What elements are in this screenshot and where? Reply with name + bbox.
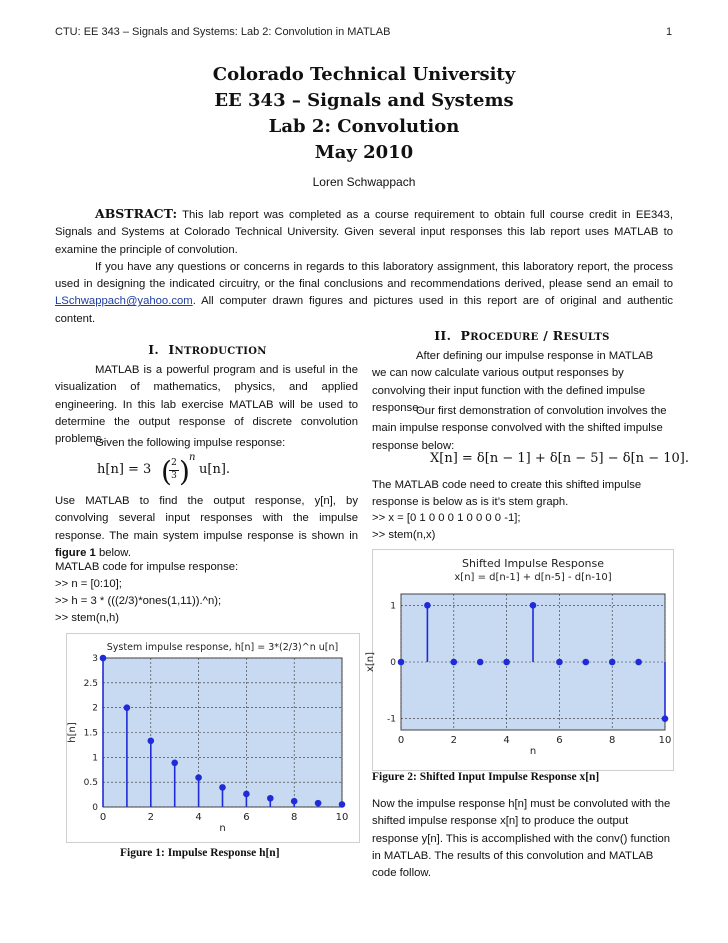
- stem-marker: [148, 737, 155, 744]
- title-date: May 2010: [314, 142, 414, 163]
- title-course: EE 343 – Signals and Systems: [214, 90, 514, 111]
- y-tick-label: 3: [92, 654, 98, 664]
- section-heading-procedure: II. PROCEDURE / RESULTS: [434, 328, 610, 343]
- intro-paragraph-3: Use MATLAB to find the output response, y[n], by convolving several input responses with the impulse response. The main system impulse response is shown in figure 1 below.: [55, 495, 358, 559]
- x-tick-label: 2: [450, 735, 457, 746]
- x-tick-label: 10: [335, 812, 349, 823]
- stem-marker: [635, 659, 642, 666]
- figure-2: [365, 549, 674, 771]
- stem-marker: [315, 800, 322, 807]
- stem-marker: [398, 659, 405, 666]
- author: Loren Schwappach: [312, 175, 416, 189]
- procedure-paragraph-3: The MATLAB code need to create this shifted impulse response is below as is it’s stem graph.: [372, 479, 642, 509]
- procedure-paragraph-2: Our first demonstration of convolution involves the main impulse response convolved with the shifted impulse response below:: [372, 405, 667, 452]
- stem-marker: [243, 791, 250, 798]
- y-tick-label: 0: [92, 803, 98, 813]
- stem-marker: [267, 795, 274, 802]
- x-tick-label: 4: [503, 735, 510, 746]
- stem-marker: [609, 659, 616, 666]
- procedure-paragraph-4: Now the impulse response h[n] must be convoluted with the shifted impulse response x[n] to produce the output response y[n]. This is accomplished with the conv() function in MATLAB. The results of this convolution and MATLAB code follow.: [372, 798, 671, 880]
- shifted-impulse-equation: X[n] = δ[n − 1] + δ[n − 5] − δ[n − 10].: [430, 451, 689, 466]
- chart-title: System impulse response, h[n] = 3*(2/3)^n u[n]: [106, 642, 339, 653]
- x-tick-label: 0: [397, 735, 405, 746]
- y-tick-label: 1: [390, 601, 396, 612]
- stem-marker: [291, 798, 298, 805]
- figure-2-plot: [365, 550, 673, 770]
- x-axis-label: n: [529, 746, 537, 757]
- code-line: >> stem(n,x): [372, 529, 436, 541]
- code-line: >> h = 3 * (((2/3)*ones(1,11)).^n);: [55, 595, 222, 607]
- abstract-text: This lab report was completed as a course requirement to obtain full course credit in EE343, Signals and Systems at Colorado Technical University. Given several input responses this lab report uses MATLAB to examine the principle of convolution.: [55, 209, 673, 256]
- stem-marker: [503, 659, 510, 666]
- stem-marker: [556, 659, 563, 666]
- stem-marker: [339, 801, 346, 808]
- y-tick-label: 0: [390, 658, 396, 668]
- stem-marker: [424, 602, 431, 609]
- abstract: ABSTRACT: This lab report was completed as a course requirement to obtain full course credit in EE343, Signals and Systems at Colorado Technical University. Given several input responses this lab report uses MATLAB to examine the principle of convolution. If you have any questions or concerns in regards to this laboratory assignment, this laboratory report, the process used in designing the indicated circuitry, or the final conclusions and recommendations derived, please send an email to LSchwappach@yahoo.com. All computer drawn figures and pictures used in this report are of original and authentic content.: [55, 206, 673, 325]
- code-line: >> x = [0 1 0 0 0 1 0 0 0 0 -1];: [372, 512, 521, 524]
- x-tick-label: 4: [195, 812, 202, 823]
- x-tick-label: 6: [243, 812, 250, 823]
- stem-marker: [100, 655, 107, 662]
- code-line: >> n = [0:10];: [55, 578, 122, 590]
- code-line: >> stem(n,h): [55, 612, 120, 624]
- x-tick-label: 6: [556, 735, 563, 746]
- y-tick-label: 2: [92, 703, 98, 714]
- page-number: 1: [666, 26, 673, 38]
- figure-1-plot: [67, 634, 359, 842]
- y-tick-label: 2.5: [83, 678, 98, 689]
- chart-title: Shifted Impulse Response: [461, 557, 605, 570]
- section-heading-introduction: I. INTRODUCTION: [148, 342, 267, 357]
- stem-marker: [219, 784, 226, 791]
- procedure-paragraph-1: After defining our impulse response in MATLAB we can now calculate various output responses by convolving their input function with the defined impulse response.: [372, 350, 654, 414]
- x-tick-label: 8: [609, 735, 616, 746]
- figure-1-caption: Figure 1: Impulse Response h[n]: [120, 847, 280, 859]
- stem-marker: [451, 659, 458, 666]
- stem-marker: [477, 659, 484, 666]
- running-header: CTU: EE 343 – Signals and Systems: Lab 2: Convolution in MATLAB: [55, 26, 391, 38]
- figure-2-caption: Figure 2: Shifted Input Impulse Response x[n]: [372, 771, 600, 783]
- y-tick-label: -1: [387, 714, 396, 725]
- chart-subtitle: x[n] = d[n-1] + d[n-5] - d[n-10]: [454, 572, 612, 583]
- y-axis-label: x[n]: [365, 651, 376, 673]
- intro-paragraph-1: MATLAB is a powerful program and is useful in the visualization of mathematics, physics, and applied engineering. In this lab exercise MATLAB will be used to determine the output response of discrete convolution problems.: [55, 364, 358, 446]
- x-tick-label: 10: [658, 735, 672, 746]
- x-tick-label: 2: [147, 812, 154, 823]
- abstract-contact: If you have any questions or concerns in regards to this laboratory assignment, this laboratory report, the process used in designing the indicated circuitry, or the final conclusions and recommendations derived, please send an email to: [55, 260, 673, 291]
- title-institution: Colorado Technical University: [212, 64, 516, 85]
- figure-1: [66, 633, 360, 843]
- intro-paragraph-2: Given the following impulse response:: [95, 437, 286, 449]
- y-tick-label: 0.5: [83, 778, 98, 789]
- stem-marker: [530, 602, 537, 609]
- code-label: MATLAB code for impulse response:: [55, 561, 239, 573]
- stem-marker: [195, 774, 202, 781]
- title-lab: Lab 2: Convolution: [268, 116, 460, 137]
- abstract-label: ABSTRACT:: [95, 206, 178, 221]
- email-link[interactable]: LSchwappach@yahoo.com: [55, 295, 193, 308]
- y-tick-label: 1: [92, 753, 98, 764]
- stem-marker: [124, 704, 131, 711]
- x-tick-label: 0: [99, 812, 107, 823]
- stem-marker: [583, 659, 590, 666]
- stem-marker: [171, 760, 178, 767]
- x-tick-label: 8: [291, 812, 298, 823]
- y-tick-label: 1.5: [83, 728, 98, 739]
- stem-marker: [662, 715, 669, 722]
- y-axis-label: h[n]: [67, 722, 78, 743]
- x-axis-label: n: [219, 823, 226, 834]
